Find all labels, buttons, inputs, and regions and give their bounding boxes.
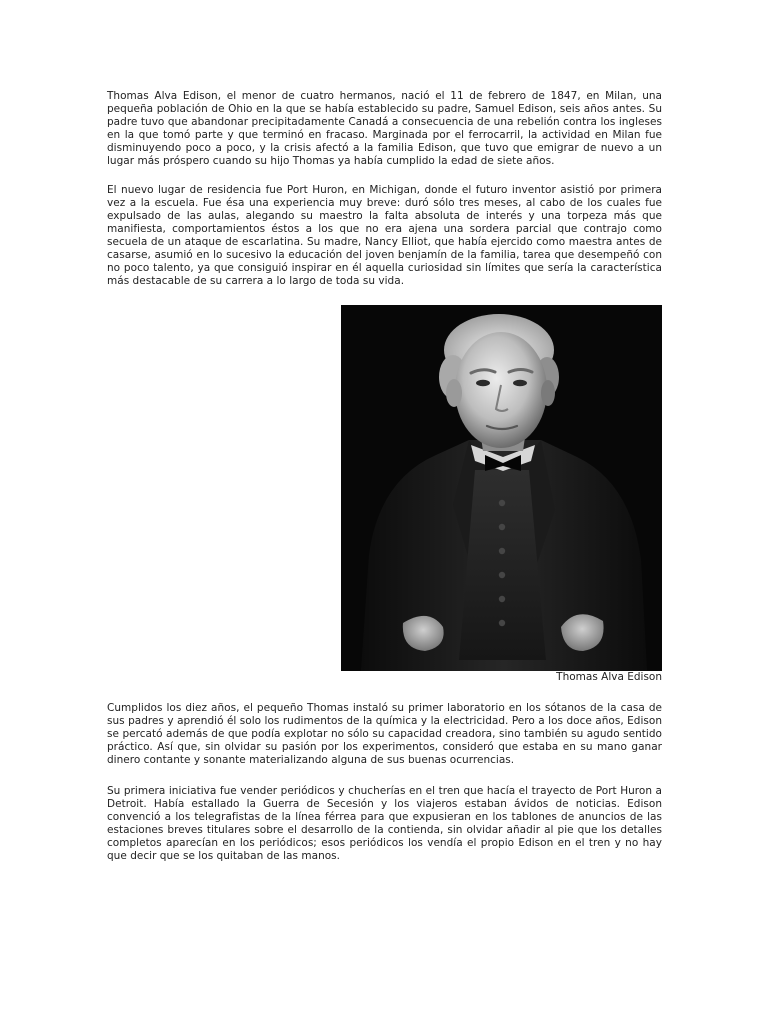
portrait-illustration	[341, 305, 662, 671]
paragraph-3: Cumplidos los diez años, el pequeño Thomas instaló su primer laboratorio en los sótanos de la casa de sus padres y aprendió él solo los rudimentos de la química y la electricidad. Pero a los doce años, Edison se percató además de que podía explotar no sólo su capacidad creadora, sino también su agudo sentido práctico. Así que, sin olvidar su pasión por los experimentos, consideró que estaba en su mano ganar dinero contante y sonante materializando alguna de sus buenas ocurrencias.	[107, 702, 662, 766]
paragraph-2: El nuevo lugar de residencia fue Port Huron, en Michigan, donde el futuro inventor asistió por primera vez a la escuela. Fue ésa una experiencia muy breve: duró sólo tres meses, al cabo de los cuales fue expulsado de las aulas, alegando su maestro la falta absoluta de interés y una torpeza más que manifiesta, comportamientos éstos a los que no era ajena una sordera parcial que contrajo como secuela de un ataque de escarlatina. Su madre, Nancy Elliot, que había ejercido como maestra antes de casarse, asumió en lo sucesivo la educación del joven benjamín de la familia, tarea que desempeñó con no poco talento, ya que consiguió inspirar en él aquella curiosidad sin límites que sería la característica más destacable de su carrera a lo largo de toda su vida.	[107, 184, 662, 287]
portrait-photo	[341, 305, 662, 671]
photo-caption: Thomas Alva Edison	[556, 671, 662, 683]
paragraph-1: Thomas Alva Edison, el menor de cuatro hermanos, nació el 11 de febrero de 1847, en Milan, una pequeña población de Ohio en la que se había establecido su padre, Samuel Edison, seis años antes. Su padre tuvo que abandonar precipitadamente Canadá a consecuencia de una rebelión contra los ingleses en la que tomó parte y que terminó en fracaso. Marginada por el ferrocarril, la actividad en Milan fue disminuyendo poco a poco, y la crisis afectó a la familia Edison, que tuvo que emigrar de nuevo a un lugar más próspero cuando su hijo Thomas ya había cumplido la edad de siete años.	[107, 90, 662, 167]
paragraph-4: Su primera iniciativa fue vender periódicos y chucherías en el tren que hacía el trayecto de Port Huron a Detroit. Había estallado la Guerra de Secesión y los viajeros estaban ávidos de noticias. Edison convenció a los telegrafistas de la línea férrea para que expusieran en los tablones de anuncios de las estaciones breves titulares sobre el desarrollo de la contienda, sin olvidar añadir al pie que los detalles completos aparecían en los periódicos; esos periódicos los vendía el propio Edison en el tren y no hay que decir que se los quitaban de las manos.	[107, 785, 662, 862]
